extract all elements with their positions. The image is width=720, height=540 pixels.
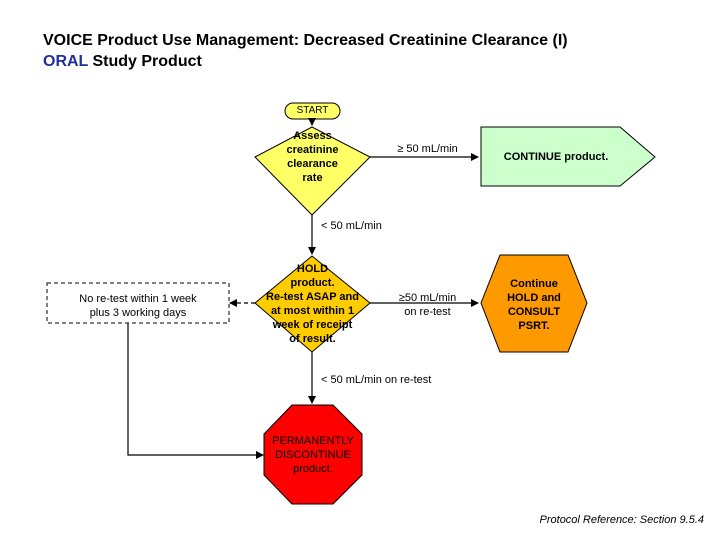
title-line-2-rest: Study Product xyxy=(88,53,202,70)
continue-hold-line-2: HOLD and xyxy=(507,292,561,304)
lt50-retest-label: < 50 mL/min on re-test xyxy=(321,374,432,386)
assess-line-1: Assess xyxy=(293,130,332,142)
title-oral-highlight: ORAL xyxy=(43,53,89,70)
continue-hold-line-1: Continue xyxy=(510,278,558,290)
hold-line-4: at most within 1 xyxy=(270,305,355,317)
assess-line-2: creatinine xyxy=(286,144,339,156)
continue-hold-line-3: CONSULT xyxy=(507,306,561,318)
discontinue-line-1: PERMANENTLY xyxy=(272,435,354,447)
lt50-label: < 50 mL/min xyxy=(321,220,382,232)
discontinue-label xyxy=(264,434,362,476)
assess-line-4: rate xyxy=(302,172,323,184)
protocol-reference: Protocol Reference: Section 9.5.4 xyxy=(539,514,704,526)
no-retest-line-1: No re-test within 1 week xyxy=(79,293,197,305)
discontinue-line-3: product. xyxy=(293,463,333,475)
title-line-1: VOICE Product Use Management: Decreased Creatinine Clearance (I) xyxy=(43,32,568,49)
continue-hold-label xyxy=(481,277,587,333)
hold-label xyxy=(255,262,370,346)
start-label: START xyxy=(296,105,329,116)
connector-noretest-discontinue xyxy=(128,323,263,455)
hold-line-6: of result. xyxy=(289,333,336,345)
discontinue-line-2: DISCONTINUE xyxy=(275,449,351,461)
continue-label: CONTINUE product. xyxy=(503,151,609,163)
assess-line-3: clearance xyxy=(287,158,338,170)
no-retest-label xyxy=(47,292,229,320)
no-retest-line-2: plus 3 working days xyxy=(89,307,187,319)
ge50-retest-label xyxy=(380,291,475,319)
ge50-retest-line-2: on re-test xyxy=(404,306,451,318)
hold-line-5: week of receipt xyxy=(272,319,353,331)
continue-hold-line-4: PSRT. xyxy=(518,320,550,332)
ge50-retest-line-1: ≥50 mL/min xyxy=(398,292,457,304)
assess-label xyxy=(255,129,370,185)
hold-line-1: HOLD xyxy=(296,263,329,275)
hold-line-3: Re-test ASAP and xyxy=(266,291,359,303)
ge50-label: ≥ 50 mL/min xyxy=(397,143,458,155)
hold-line-2: product. xyxy=(290,277,335,289)
